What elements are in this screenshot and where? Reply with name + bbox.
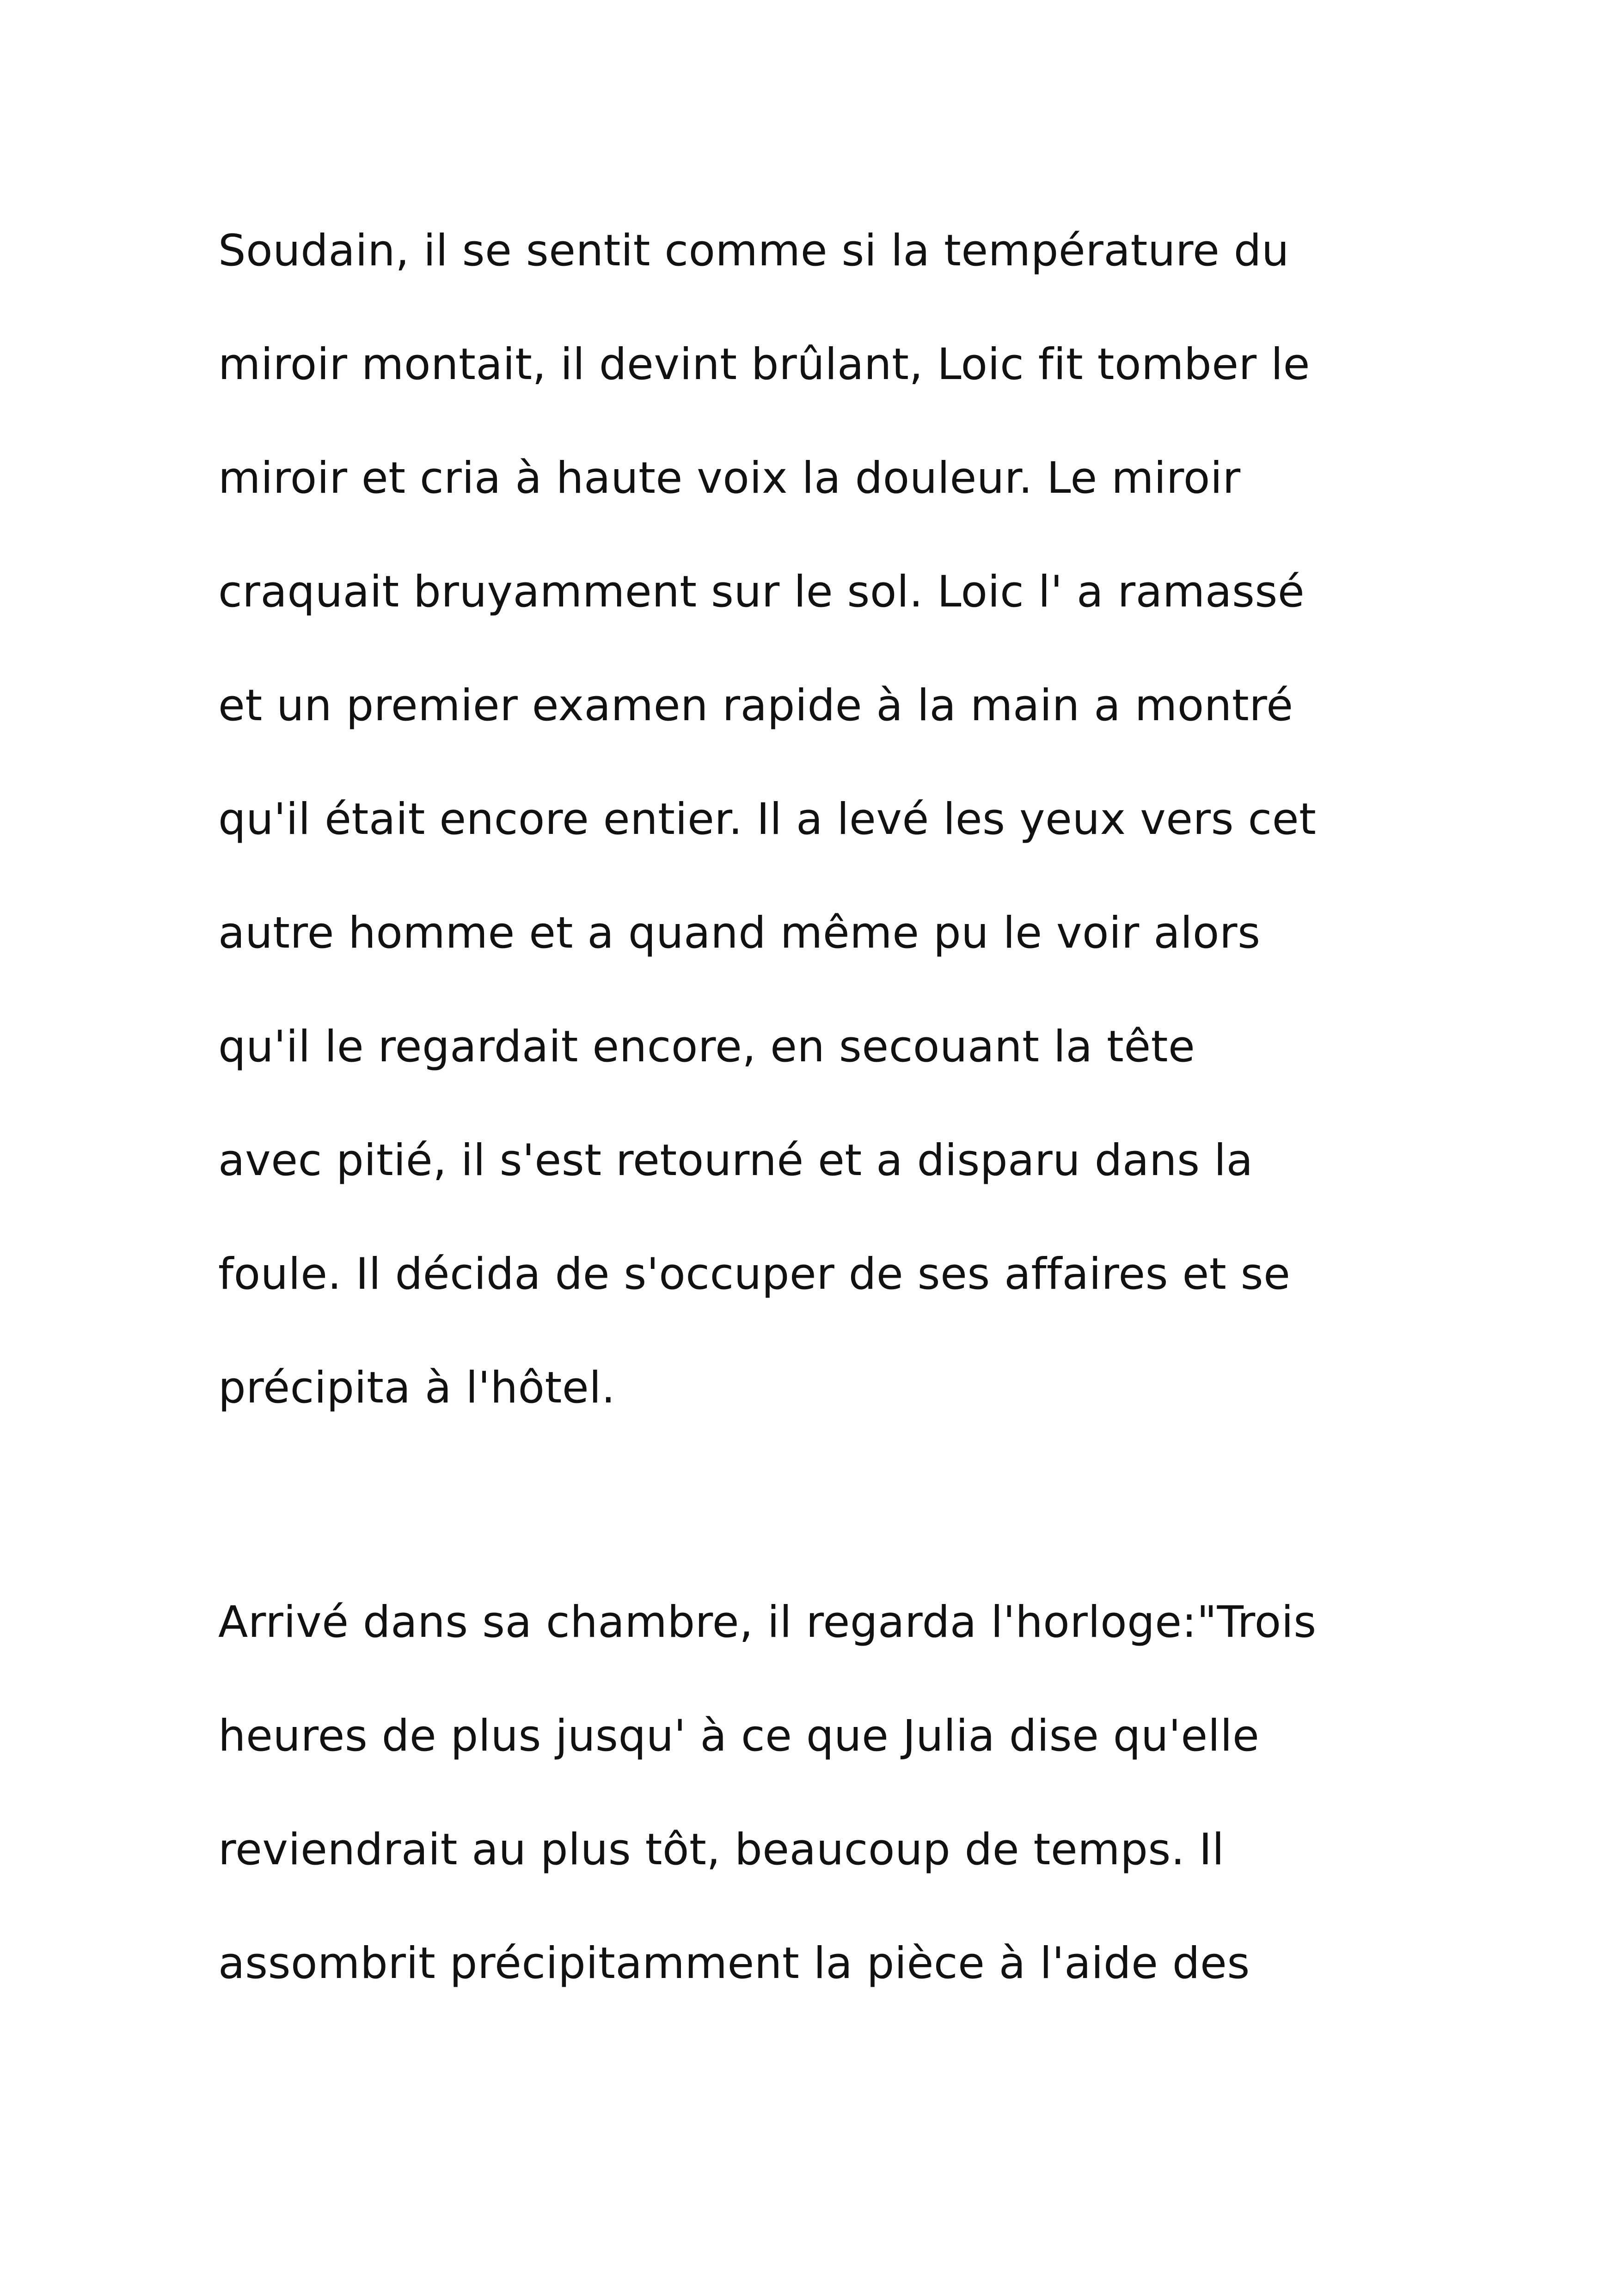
text-line: Arrivé dans sa chambre, il regarda l'horloge:"Trois: [218, 1597, 1317, 1647]
text-line: Soudain, il se sentit comme si la température du: [218, 226, 1289, 276]
text-line: assombrit précipitamment la pièce à l'aide des: [218, 1938, 1250, 1989]
paragraph-2: [218, 1566, 1443, 2020]
text-line: autre homme et a quand même pu le voir alors: [218, 908, 1261, 958]
paragraph-1: [218, 194, 1443, 1445]
text-line: qu'il le regardait encore, en secouant la tête: [218, 1022, 1195, 1072]
text-line: miroir et cria à haute voix la douleur. Le miroir: [218, 453, 1241, 503]
text-line: avec pitié, il s'est retourné et a disparu dans la: [218, 1135, 1253, 1186]
text-line: heures de plus jusqu' à ce que Julia dise qu'elle: [218, 1711, 1260, 1761]
text-line: reviendrait au plus tôt, beaucoup de temps. Il: [218, 1825, 1225, 1875]
text-line: et un premier examen rapide à la main a montré: [218, 680, 1293, 731]
text-line: miroir montait, il devint brûlant, Loic fit tomber le: [218, 339, 1310, 390]
text-line: précipita à l'hôtel.: [218, 1363, 616, 1413]
text-line: craquait bruyamment sur le sol. Loic l' a ramassé: [218, 567, 1305, 617]
text-line: foule. Il décida de s'occuper de ses affaires et se: [218, 1249, 1291, 1299]
text-line: qu'il était encore entier. Il a levé les yeux vers cet: [218, 794, 1317, 845]
